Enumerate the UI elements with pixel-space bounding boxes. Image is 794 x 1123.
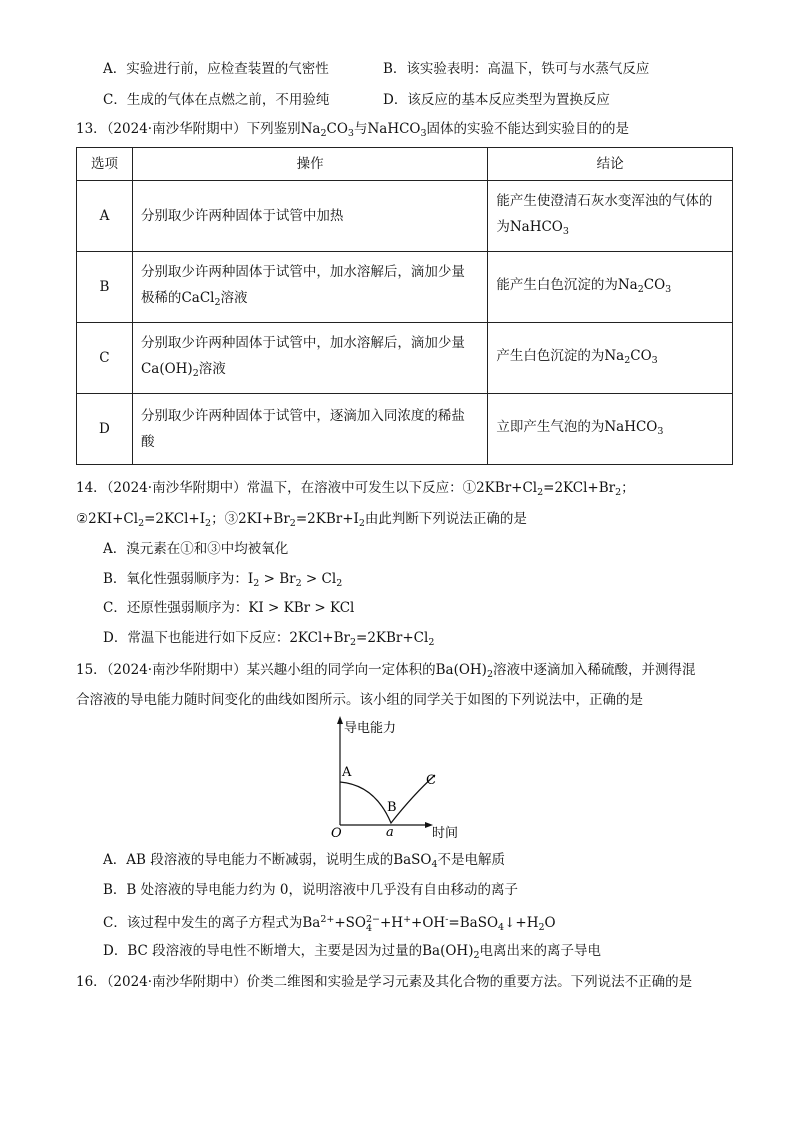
y-axis-arrow (337, 716, 343, 724)
table-row: B 分别取少许两种固体于试管中，加水溶解后，滴加少量 极稀的CaCl$_2$溶液 能产生白色沉淀的为$Na_2CO_3$ (77, 252, 733, 323)
q12-option-d: D．该反应的基本反应类型为置换反应 (383, 92, 610, 108)
table-header-row (77, 148, 733, 181)
q12-option-b: B．该实验表明：高温下，铁可与水蒸气反应 (383, 61, 650, 77)
origin-label: O (331, 826, 342, 841)
point-B-label: B (387, 800, 397, 815)
conductivity-curve (340, 775, 435, 823)
q13-table (76, 147, 733, 465)
q15-option-d: D．BC 段溶液的导电性不断增大，主要是因为过量的$Ba(OH)_2$电离出来的离子导电 (103, 943, 602, 961)
point-A-label: A (342, 765, 352, 780)
y-axis-label: 导电能力 (344, 721, 397, 736)
header-option: 选项 (77, 148, 133, 181)
q15-option-a: A．AB 段溶液的导电能力不断减弱，说明生成的BaSO$_4$不是电解质 (103, 852, 506, 870)
q15-stem-line2: 合溶液的导电能力随时间变化的曲线如图所示。该小组的同学关于如图的下列说法中，正确的是 (76, 692, 643, 708)
header-conclusion: 结论 (488, 148, 733, 181)
point-a-label: a (386, 825, 394, 840)
point-C-label: C (426, 773, 436, 788)
q15-option-c: C．该过程中发生的离子方程式为$Ba^{2+}+SO2-$ $4 +H^++OH^-=BaSO_4↓+H_2O$ (103, 914, 556, 934)
q15-option-b: B．B 处溶液的导电能力约为 0，说明溶液中几乎没有自由移动的离子 (103, 882, 519, 898)
table-row: C 分别取少许两种固体于试管中，加水溶解后，滴加少量 $Ca(OH)_2$溶液 产生白色沉淀的为$Na_2CO_3$ (77, 323, 733, 394)
header-operation: 操作 (132, 148, 487, 181)
table-row: A 分别取少许两种固体于试管中加热 能产生使澄清石灰水变浑浊的气体的 为NaHCO$_3$ (77, 181, 733, 252)
q14-stem-line1: 14．（2024·南沙华附期中）常温下，在溶液中可发生以下反应：$①2KBr+Cl_2=2KCl+Br_2$； (76, 480, 635, 498)
x-axis-label: 时间 (432, 826, 459, 841)
q12-option-a: A．实验进行前，应检查装置的气密性 (103, 61, 329, 77)
q14-stem-line2: $②2KI+Cl_2=2KCl+I_2$；$③2KI+Br_2=2KBr+I_2$由此判断下列说法正确的是 (76, 511, 527, 529)
q14-option-a: A．溴元素在①和③中均被氧化 (103, 541, 289, 557)
q16-stem: 16．（2024·南沙华附期中）价类二维图和实验是学习元素及其化合物的重要方法。下列说法不正确的是 (76, 974, 693, 990)
table-row: D 分别取少许两种固体于试管中，逐滴加入同浓度的稀盐 酸 立即产生气泡的为NaHCO$_3$ (77, 394, 733, 465)
q14-option-c: C．还原性强弱顺序为：KI > KBr > KCl (103, 600, 355, 616)
q15-stem-line1: 15．（2024·南沙华附期中）某兴趣小组的同学向一定体积的$Ba(OH)_2$溶液中逐滴加入稀硫酸，并测得混 (76, 662, 696, 680)
conductivity-graph (325, 713, 475, 843)
q14-option-b: B．氧化性强弱顺序为：$I_2 > Br_2 > Cl_2$ (103, 571, 343, 589)
q12-option-c: C．生成的气体在点燃之前，不用验纯 (103, 92, 330, 108)
q13-stem: 13．（2024·南沙华附期中）下列鉴别$Na_2CO_3$与NaHCO$_3$固体的实验不能达到实验目的的是 (76, 121, 630, 139)
q14-option-d: D．常温下也能进行如下反应：$2KCl+Br_2=2KBr+Cl_2$ (103, 630, 435, 648)
